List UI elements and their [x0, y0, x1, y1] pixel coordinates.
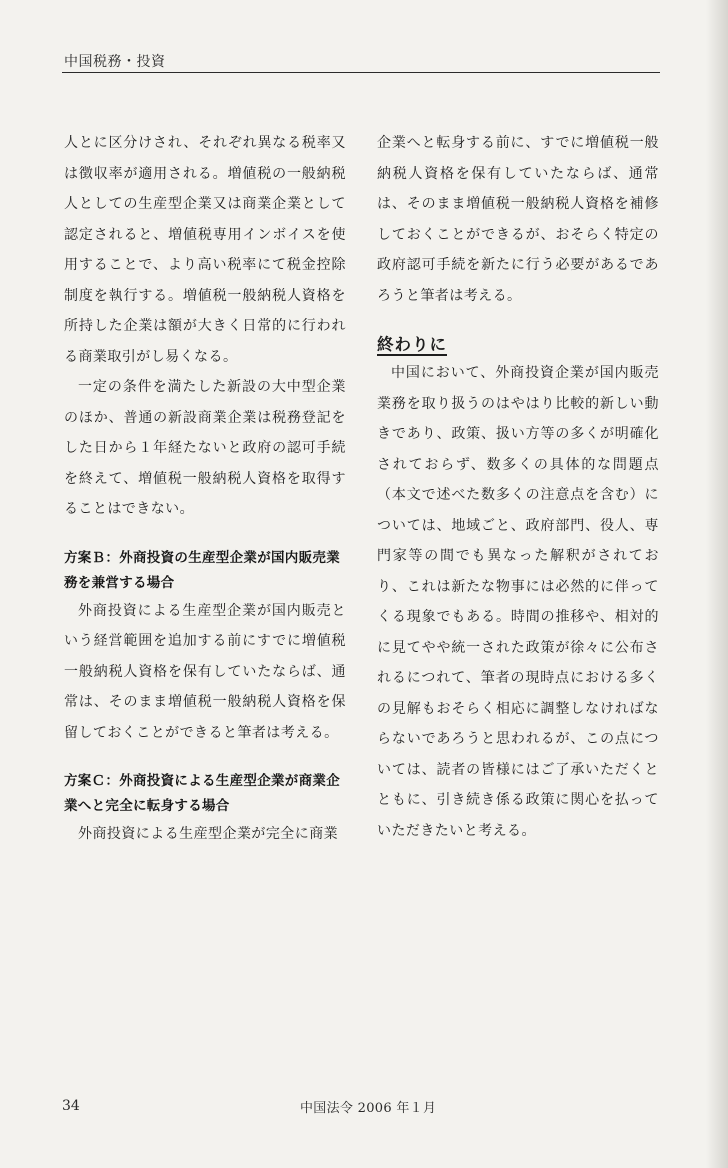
paragraph-plan-c-start: 外商投資による生産型企業が完全に商業	[78, 826, 339, 842]
paragraph-plan-b: 外商投資による生産型企業が国内販売という経営範囲を追加する前にすでに増値税一般納税人資格を保有していたならば、通常は、そのまま増値税一般納税人資格を保留しておくことができると筆者は考える。	[64, 602, 346, 741]
spacer	[377, 311, 659, 332]
left-column	[64, 128, 346, 850]
paragraph-plan-c-continued: 企業へと転身する前に、すでに増値税一般納税人資格を保有していたならば、通常は、そのまま増値税一般納税人資格を補修しておくことができるが、おそらく特定の政府認可手続を新たに行う必要があるであろうと筆者は考える。	[377, 135, 659, 304]
paragraph-new-enterprise-rule: 一定の条件を満たした新設の大中型企業のほか、普通の新設商業企業は税務登記をした日から１年経たないと政府の認可手続を終えて、増値税一般納税人資格を取得することはできない。	[64, 379, 346, 517]
paragraph-continued: 人とに区分けされ、それぞれ異なる税率又は徴収率が適用される。増値税の一般納税人としての生産型企業又は商業企業として認定されると、増値税専用インボイスを使用することで、より高い税率にて税金控除制度を執行する。増値税一般納税人資格を所持した企業は額が大きく日常的に行われる商業取引がし易くなる。	[64, 135, 346, 365]
header-rule	[62, 72, 660, 73]
running-header	[62, 50, 660, 74]
section-title-conclusion: 終わりに	[377, 335, 447, 354]
spacer	[64, 748, 346, 769]
page-number: 34	[62, 1098, 80, 1114]
paragraph-conclusion: 中国において、外商投資企業が国内販売業務を取り扱うのはやはり比較的新しい動きであり、政策、扱い方等の多くが明確化されておらず、数多くの具体的な問題点（本文で述べた数多くの注意点を含む）については、地域ごと、政府部門、役人、専門家等の間でも異なった解釈がされており、これは新たな物事には必然的に伴ってくる現象でもある。時間の推移や、相対的に見てやや統一された政策が徐々に公布されるにつれて、筆者の現時点における多くの見解もおそらく相応に調整しなければならないであろうと思われるが、この点については、読者の皆様にはご了承いただくとともに、引き続き係る政策に関心を払っていただきたいと考える。	[377, 365, 659, 839]
right-column	[377, 128, 659, 846]
header-title: 中国税務・投資	[64, 54, 166, 70]
publication-footer: 中国法令 2006 年１月	[300, 1101, 437, 1116]
page-edge-shadow	[706, 0, 728, 1168]
heading-plan-c: 方案Ｃ：外商投資による生産型企業が商業企業へと完全に転身する場合	[64, 773, 340, 814]
spacer	[64, 525, 346, 546]
heading-plan-b: 方案Ｂ：外商投資の生産型企業が国内販売業務を兼営する場合	[64, 549, 340, 591]
